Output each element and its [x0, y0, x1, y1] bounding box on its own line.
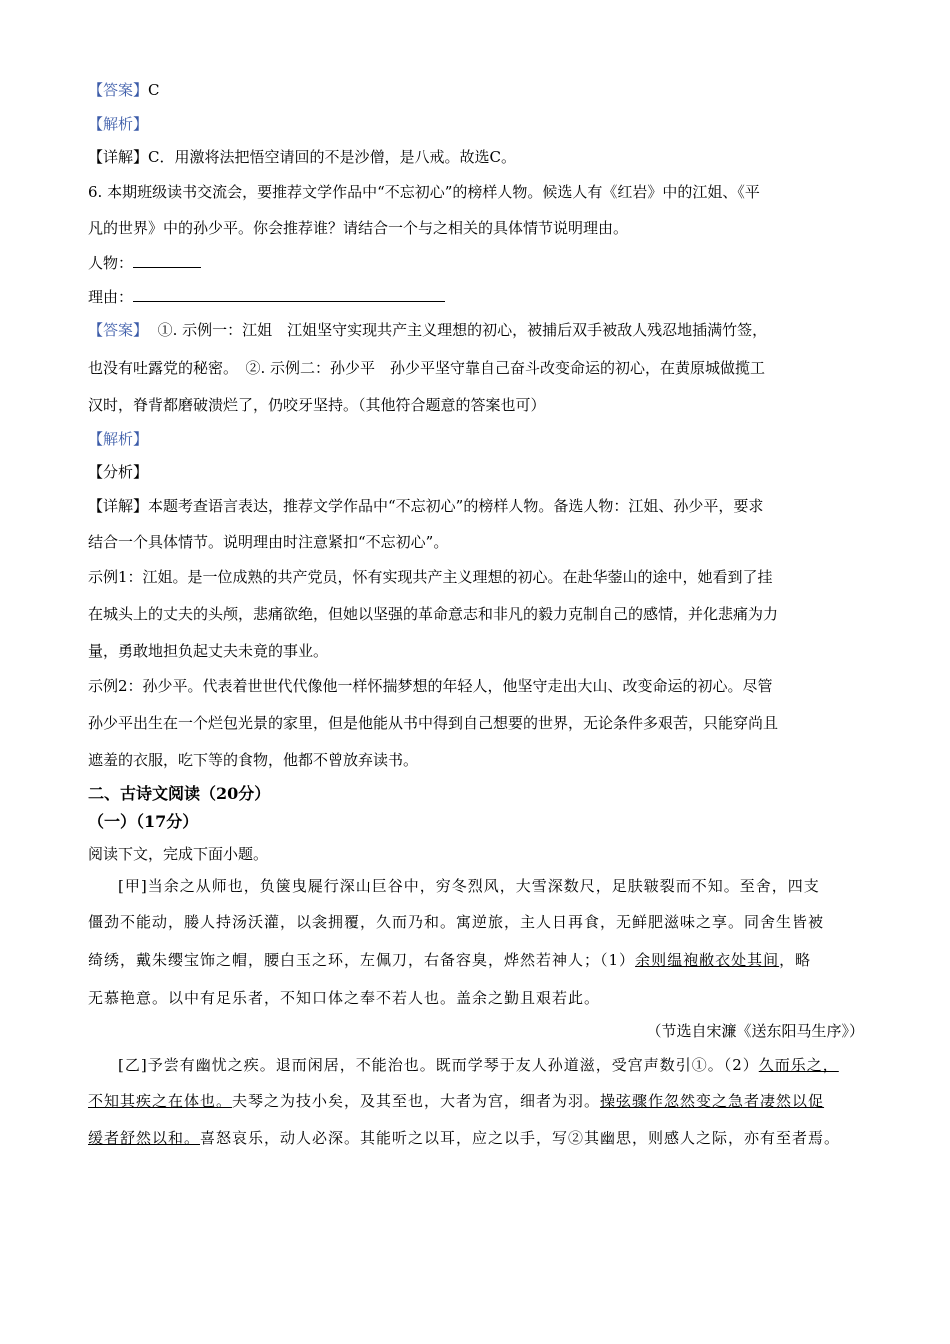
q6-example1-line2: 在城头上的丈夫的头颅，悲痛欲绝，但她以坚强的革命意志和非凡的毅力克制自己的感情，并化悲痛为力 — [88, 605, 779, 623]
section-heading: 二、古诗文阅读（20分） — [88, 784, 271, 803]
text-yi-line2 — [88, 1091, 824, 1111]
underlined-sentence-3b: 缓者舒然以和。 — [88, 1129, 201, 1147]
q5-analysis-tag: 【解析】 — [88, 115, 149, 133]
q6-example1-line3: 量，勇敢地担负起丈夫未竟的事业。 — [88, 642, 329, 660]
reason-label: 理由： — [88, 288, 134, 306]
q6-answer-line3: 汉时，脊背都磨破溃烂了，仍咬牙坚持。（其他符合题意的答案也可） — [88, 396, 546, 414]
person-label: 人物： — [88, 254, 134, 272]
q6-example2-line3: 遮羞的衣服，吃下等的食物，他都不曾放弃读书。 — [88, 751, 419, 769]
text-jia-line2: 僵劲不能动，媵人持汤沃灌，以衾拥覆，久而乃和。寓逆旅，主人日再食，无鲜肥滋味之享。同舍生皆被 — [88, 913, 825, 931]
text-jia-line1: [甲]当余之从师也，负箧曳屣行深山巨谷中，穷冬烈风，大雪深数尺，足肤皲裂而不知。至舍，四支 — [118, 877, 820, 895]
q6-prompt-line2: 凡的世界》中的孙少平。你会推荐谁？请结合一个与之相关的具体情节说明理由。 — [88, 219, 629, 237]
q6-analysis-tag: 【解析】 — [88, 430, 149, 448]
text-jia-source: （节选自宋濂《送东阳马生序》） — [646, 1022, 864, 1040]
q6-fenxi-tag: 【分析】 — [88, 463, 149, 481]
underlined-sentence-2b: 不知其疾之在体也。 — [88, 1092, 233, 1110]
reading-intro: 阅读下文，完成下面小题。 — [88, 845, 269, 863]
subsection-heading: （一）（17分） — [88, 812, 199, 831]
q6-example2-line2: 孙少平出生在一个烂包光景的家里，但是他能从书中得到自己想要的世界，无论条件多艰苦，只能穿尚且 — [88, 714, 779, 732]
text-segment: ，略 — [779, 951, 812, 969]
text-segment: 绮绣，戴朱缨宝饰之帽，腰白玉之环，左佩刀，右备容臭，烨然若神人；（1） — [88, 951, 636, 969]
answer-tag: 【答案】 — [88, 321, 149, 339]
text-jia-line4: 无慕艳意。以中有足乐者，不知口体之奉不若人也。盖余之勤且艰若此。 — [88, 989, 601, 1007]
text-segment: 夫琴之为技小矣，及其至也，大者为宫，细者为羽。 — [232, 1092, 601, 1110]
underlined-sentence-3a: 操弦骤作忽然变之急者凄然以促 — [600, 1092, 825, 1110]
person-blank — [133, 252, 201, 268]
text-jia-line3 — [88, 950, 811, 970]
q6-person-row — [88, 252, 201, 273]
q6-example1-line1: 示例1：江姐。是一位成熟的共产党员，怀有实现共产主义理想的初心。在赴华蓥山的途中，她看到了挂 — [88, 568, 773, 586]
answer-value: C — [148, 81, 160, 99]
q6-detail-line2: 结合一个具体情节。说明理由时注意紧扣“不忘初心”。 — [88, 533, 449, 551]
q6-answer-line2: 也没有吐露党的秘密。 ②. 示例二：孙少平 孙少平坚守靠自己奋斗改变命运的初心，在黄原城做揽工 — [88, 359, 766, 377]
q6-detail-line1: 【详解】本题考查语言表达，推荐文学作品中“不忘初心”的榜样人物。备选人物：江姐、孙少平，要求 — [88, 497, 764, 515]
q6-answer-line1 — [88, 320, 767, 340]
q5-detail: 【详解】C．用激将法把悟空请回的不是沙僧，是八戒。故选C。 — [88, 148, 516, 166]
q6-prompt-line1: 6. 本期班级读书交流会，要推荐文学作品中“不忘初心”的榜样人物。候选人有《红岩》中的江姐、《平 — [88, 183, 760, 201]
underlined-sentence-1: 余则缊袍敝衣处其间 — [635, 951, 780, 969]
answer-text: ①. 示例一：江姐 江姐坚守实现共产主义理想的初心，被捕后双手被敌人残忍地插满竹签， — [157, 321, 768, 339]
text-segment: [乙]予尝有幽忧之疾。退而闲居，不能治也。既而学琴于友人孙道滋，受宫声数引①。（2） — [118, 1056, 759, 1074]
underlined-sentence-2a: 久而乐之， — [758, 1056, 839, 1074]
text-yi-line1 — [118, 1055, 839, 1075]
q6-example2-line1: 示例2：孙少平。代表着世世代代像他一样怀揣梦想的年轻人，他坚守走出大山、改变命运的初心。尽管 — [88, 677, 773, 695]
reason-blank — [133, 286, 445, 302]
text-segment: 喜怒哀乐，动人必深。其能听之以耳，应之以手，写②其幽思，则感人之际，亦有至者焉。 — [200, 1129, 841, 1147]
text-yi-line3 — [88, 1128, 840, 1148]
answer-tag: 【答案】 — [88, 81, 149, 99]
q6-reason-row — [88, 286, 445, 307]
q5-answer — [88, 80, 160, 100]
